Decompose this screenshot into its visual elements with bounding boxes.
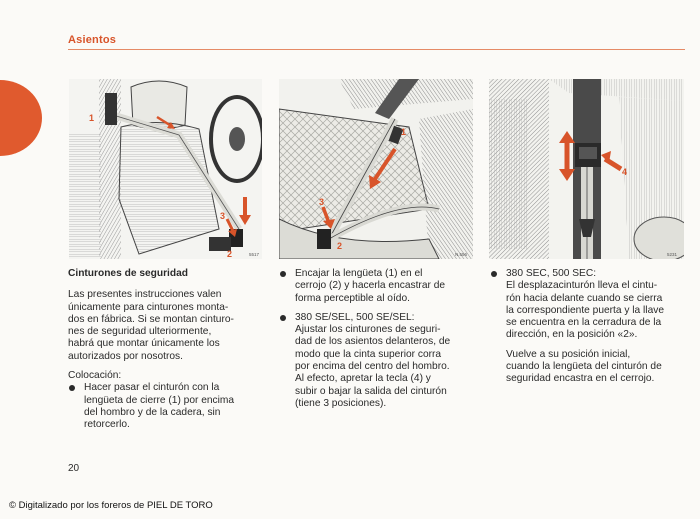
bullet-item xyxy=(68,382,268,431)
illustration-code: 5231 xyxy=(667,252,678,257)
bullet-item xyxy=(279,268,479,305)
callout-1: 1 xyxy=(401,127,407,137)
callout-1: 1 xyxy=(89,113,95,123)
seatbelt-fastening-image xyxy=(69,79,262,259)
bullet-icon xyxy=(69,385,75,391)
bullet-title: 380 SEC, 500 SEC: xyxy=(506,268,597,279)
bullet-icon xyxy=(280,271,286,277)
seatbelt-buckling-image xyxy=(279,79,473,259)
text-column-3 xyxy=(490,268,688,386)
bullet-item xyxy=(490,268,688,386)
callout-4: 4 xyxy=(622,167,628,177)
page-number: 20 xyxy=(68,463,80,474)
title-divider xyxy=(68,49,685,50)
text-column-1 xyxy=(68,268,268,432)
illustration-code: 5517 xyxy=(249,252,260,257)
bullet-text: Encajar la lengüeta (1) en el cerrojo (2) y hacerla encastrar de forma perceptible al oído. xyxy=(295,268,446,304)
bullet-text: Ajustar los cinturones de seguri- dad de los asientos delanteros, de modo que la cinta superior corra por encima del centro del hombro. Al efecto, apretar la tecla (4) y subir o bajar la salida del cinturón (tiene 3 posiciones). xyxy=(295,324,451,409)
section-tab-marker xyxy=(0,80,42,156)
callout-2: 2 xyxy=(337,241,343,251)
belt-adjuster-image xyxy=(489,79,684,259)
callout-3: 3 xyxy=(220,211,226,221)
intro-paragraph: Las presentes instrucciones valen únicamente para cinturones monta- dos en fábrica. Si se montan cinturo- nes de seguridad ulteriormente, habrá que montar únicamente los autorizados por nosotros. xyxy=(68,289,234,362)
bullet-title: 380 SE/SEL, 500 SE/SEL: xyxy=(295,311,415,323)
illustration-code: N.556 xyxy=(455,252,468,257)
section-title: Asientos xyxy=(68,34,117,46)
bullet-item xyxy=(279,312,479,410)
text-column-2 xyxy=(279,268,479,410)
bullet-text: El desplazacinturón lleva el cintu- rón hacia delante cuando se cierra la correspondiente puerta y la llave se encuentra en la cerradura de la dirección, en la posición «2». xyxy=(506,280,665,341)
illustration-belt-height-adjuster xyxy=(489,79,684,259)
bullet-icon xyxy=(491,271,497,277)
bullet-icon xyxy=(280,315,286,321)
bullet-text: Hacer pasar el cinturón con la lengüeta de cierre (1) por encima del hombro y de la cadera, sin retorcerlo. xyxy=(84,382,235,431)
scan-credit: © Digitalizado por los foreros de PIEL DE TORO xyxy=(9,500,213,511)
callout-3: 3 xyxy=(319,197,325,207)
followup-paragraph: Vuelve a su posición inicial, cuando la lengüeta del cinturón de seguridad encastra en el cerrojo. xyxy=(506,348,662,385)
subheading: Colocación: xyxy=(68,370,122,382)
illustration-belt-fastening xyxy=(69,79,262,259)
callout-2: 2 xyxy=(227,249,233,259)
illustration-belt-buckling xyxy=(279,79,473,259)
section-heading: Cinturones de seguridad xyxy=(68,268,189,279)
